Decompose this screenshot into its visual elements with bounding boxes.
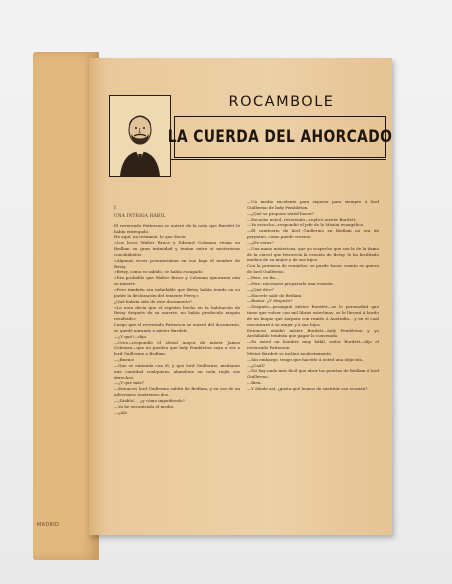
title-box [167,116,392,158]
paragraph: —Creo—respondió el oficial mayor de míster James Coleman—que no pueden que lady Pembleton vaya a ver a lord Guillermo a Bedlam. [114,339,240,357]
paragraph: —Pero, en fin... [247,274,279,280]
paragraph: —¿Qué dice? [247,286,274,292]
paragraph: »Era probable que Walter Bruce y Coleman ignorasen aún su muerte. [114,275,240,287]
paragraph: —¡Bueno! [114,357,135,363]
right-text-column [247,199,379,392]
paragraph: »Betzy, como es sabido, se había escapado. [114,269,204,275]
chapter-number: I [114,206,116,211]
paragraph: He aquí, en resumen, lo que decía: [114,234,187,240]
paragraph: Luego que el reverendo Patterson se enteró del documento, se quedó mirando a míster Burdett. [114,322,240,333]
header-rule [171,159,386,160]
right-paragraphs [247,199,379,392]
paragraph: —Ya escucho—respondió el jefe de la Misión evangélica. [247,222,365,228]
paragraph: —Pero, necesario prepararle una evasión. [247,280,334,286]
paragraph: —Sin embargo, tengo que hacerle á usted una objeción. [247,356,364,362]
paragraph: —¿Qué se propone usted hacer? [247,210,314,216]
left-paragraphs [114,223,240,416]
book-page [89,58,392,535]
paragraph: —Bien. [247,380,262,386]
paragraph: —Que se entienda con él, y que lord Guillermo, mediante una cantidad cualquiera, abandone en toda regla sus derechos. [114,362,240,380]
paragraph: —Hacerle salir de Bedlam. [247,292,303,298]
series-title: ROCAMBOLE [228,94,335,110]
paragraph: »Pero también era indudable que Betzy había tenido en su poder la declaración del teniente Percy.» [114,286,240,298]
paragraph: —Es usted un hombre muy hábil, señor Burdett—dijo el reverendo Patterson. [247,339,379,351]
paragraph: —¿Y qué?—dijo. [114,333,148,339]
paragraph: —Una mano misteriosa, que yo sospecho que sea la de la dama de la cárcel que favorecía la evasión de Betzy, le ha facilitado medios de su mujer y de sus hijos. [247,245,379,263]
paragraph: —¿Y qué más? [114,380,144,386]
paragraph: —Entonces lord Guillermo saldrá de Bedlam, y en vez de un adversario tendremos dos. [114,386,240,398]
paragraph: Míster Burdett se inclinó modestamente. [247,350,333,356]
paragraph: —Después—prosiguió míster Burdett—se le persuadirá que tiene que volver con mil libras esterlinas, se le llevará á bordo de un buque que zarpara con rumbo á Australia... y en el cual encontrará á su mujer y á sus hijos. [247,304,379,327]
paragraph: —Un medio excelente para separar para siempre á lord Guillermo de lady Pembleton. [247,199,379,210]
paragraph: —Y dónde así, ¿gusta qué hemos de sustituir esa evasión? [247,386,368,391]
paragraph: —Ya he encontrado el medio. [114,403,175,409]
author-portrait [109,95,171,177]
paragraph: Con la promesa de reunirlos, se puede hacer cuanto se quiera de lord Guillermo. [247,263,379,275]
paragraph: —¡Diablo!... ¿y cómo impedírselo? [114,398,185,403]
paragraph: »Algunas veces pronunciaban en voz baja el nombre de Betzy. [114,257,240,269]
paragraph: —¿Cuál? [247,362,266,368]
paragraph: —No hay nada más fácil que abrir las puertas de Bedlam á lord Guillermo. [247,368,379,380]
chapter-book-title: LA CUERDA DEL AHORCADO [167,127,392,147]
paragraph: ¿Qué habría sido de este documento? [114,298,192,304]
left-text-column [114,206,240,416]
paragraph: —Bueno: ¿Y después? [247,298,293,304]
chapter-subtitle: UNA INTRIGA HÁBIL [114,212,166,218]
paragraph: —¿De veras? [247,239,274,245]
paragraph: —Escuche usted, reverendo—replicó míster Burdett. [247,216,357,222]
paragraph: —El cautiverio de lord Guillermo en Bedlam no era de perpetuo, como puede creerse. [247,228,379,240]
paragraph: «La nota decía que el registro hecho en la habitación de Betzy después de su muerte, no había producido ningún resultado» [114,304,240,322]
paragraph: Entonces añadió míster Burdett—lady Pembleton y yo Archibaldo tendrán que pagar lo convenido. [247,327,379,339]
paragraph: El reverendo Patterson se enteró de la nota que Burdett le había entregado. [114,222,240,234]
portrait-engraving-icon [110,96,170,176]
paragraph: «Los locos Walter Bruce y Edward Coleman vivían en Bedlam en gran intimidad y tenían entre sí misteriosas conciliábulos. [114,240,240,257]
back-cover-edge-text: MADRID [37,522,60,528]
paragraph: —¿Ah! [114,409,128,415]
